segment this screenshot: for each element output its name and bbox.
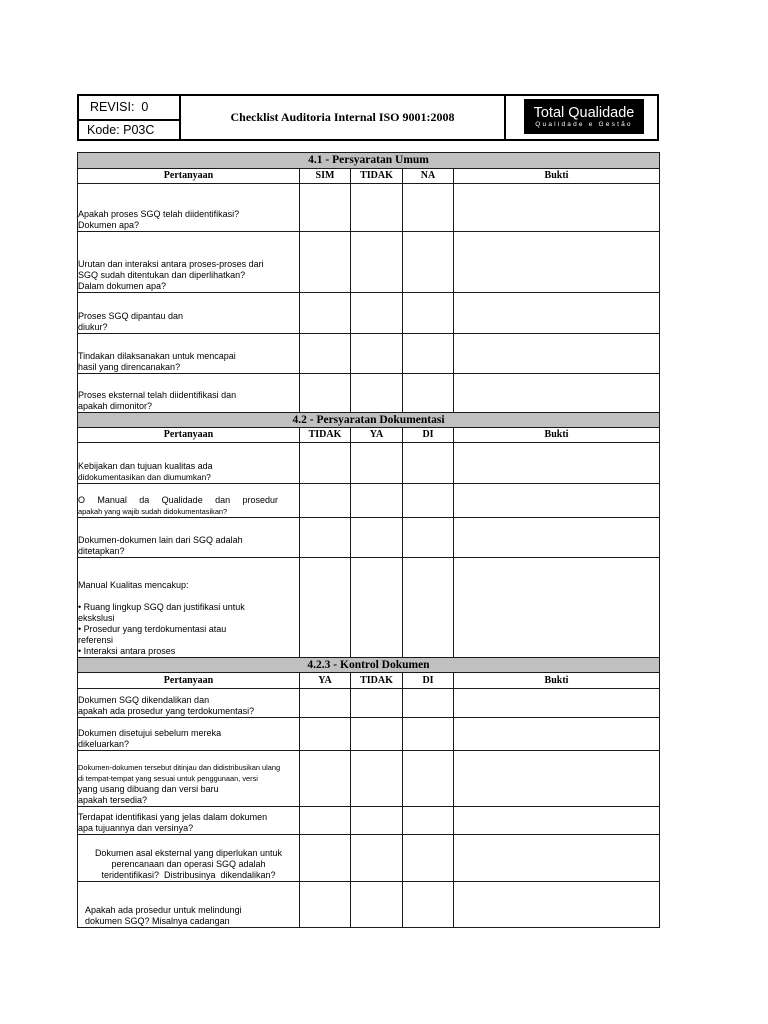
answer-cell-ya (351, 518, 403, 558)
answer-cell-tidak (351, 807, 403, 835)
section-title: 4.2.3 - Kontrol Dokumen (78, 658, 660, 673)
question-cell (78, 184, 300, 232)
question-line: perencanaan dan operasi SGQ adalah (111, 859, 266, 869)
answer-cell-ya (300, 835, 351, 882)
answer-cell-di (403, 835, 454, 882)
column-header-di: DI (403, 428, 454, 443)
evidence-cell (454, 835, 660, 882)
question-row (78, 443, 660, 484)
question-line: ekskslusi (78, 613, 115, 623)
answer-cell-ya (351, 558, 403, 658)
question-line: dokumen SGQ? Misalnya cadangan (85, 916, 230, 926)
document-title-text: Checklist Auditoria Internal ISO 9001:2008 (230, 110, 455, 124)
question-row (78, 484, 660, 518)
question-line: di tempat-tempat yang sesuai untuk penggunaan, versi (78, 774, 258, 783)
column-header-row (78, 673, 660, 689)
answer-cell-tidak (300, 484, 351, 518)
answer-cell-tidak (300, 558, 351, 658)
question-line: Dokumen-dokumen tersebut ditinjau dan didistribusikan ulang (78, 763, 281, 772)
column-header-tidak: TIDAK (351, 169, 403, 184)
question-row (78, 882, 660, 928)
answer-cell-tidak (351, 751, 403, 807)
question-line: Dokumen asal eksternal yang diperlukan untuk (94, 848, 283, 858)
question-row (78, 374, 660, 413)
answer-cell-sim (300, 232, 351, 293)
answer-cell-ya (351, 484, 403, 518)
question-line: didokumentasikan dan diumumkan? (78, 472, 211, 482)
column-header-tidak: TIDAK (300, 428, 351, 443)
question-line: Dalam dokumen apa? (78, 281, 167, 291)
evidence-cell (454, 882, 660, 928)
answer-cell-tidak (300, 443, 351, 484)
section-title: 4.2 - Persyaratan Dokumentasi (78, 413, 660, 428)
question-line: referensi (78, 635, 114, 645)
question-row (78, 518, 660, 558)
question-line: Apakah ada prosedur untuk melindungi (85, 905, 242, 915)
question-line: Dokumen SGQ dikendalikan dan (78, 695, 210, 705)
question-line: Kebijakan dan tujuan kualitas ada (78, 461, 213, 471)
evidence-cell (454, 232, 660, 293)
question-cell (78, 689, 300, 718)
bullet-line: • Interaksi antara proses (78, 646, 176, 656)
question-row (78, 718, 660, 751)
answer-cell-tidak (351, 334, 403, 374)
answer-cell-sim (300, 184, 351, 232)
question-line: Tindakan dilaksanakan untuk mencapai (78, 351, 236, 361)
evidence-cell (454, 807, 660, 835)
question-line: Manual Kualitas mencakup: (78, 580, 189, 590)
revision-label: REVISI: 0 (79, 96, 179, 121)
answer-cell-na (403, 293, 454, 334)
question-line: apakah dimonitor? (78, 401, 153, 411)
answer-cell-tidak (351, 835, 403, 882)
column-header-sim: SIM (300, 169, 351, 184)
question-line: apakah ada prosedur yang terdokumentasi? (78, 706, 255, 716)
column-header-di: DI (403, 673, 454, 689)
evidence-cell (454, 334, 660, 374)
evidence-cell (454, 484, 660, 518)
column-header-bukti: Bukti (454, 673, 660, 689)
answer-cell-tidak (351, 882, 403, 928)
question-cell (78, 835, 300, 882)
column-header-bukti: Bukti (454, 169, 660, 184)
answer-cell-tidak (351, 374, 403, 413)
question-cell (78, 334, 300, 374)
answer-cell-di (403, 882, 454, 928)
question-line: ditetapkan? (78, 546, 125, 556)
question-cell (78, 518, 300, 558)
question-line: hasil yang direncanakan? (78, 362, 181, 372)
question-row (78, 835, 660, 882)
evidence-cell (454, 689, 660, 718)
column-header-ya: YA (300, 673, 351, 689)
question-row (78, 184, 660, 232)
column-header-question: Pertanyaan (78, 673, 300, 689)
question-cell (78, 558, 300, 658)
question-line: Dokumen disetujui sebelum mereka (78, 728, 222, 738)
column-header-ya: YA (351, 428, 403, 443)
question-line: Dokumen apa? (78, 220, 140, 230)
question-line: Urutan dan interaksi antara proses-proses dari (78, 259, 264, 269)
company-logo (524, 99, 644, 134)
column-header-tidak: TIDAK (351, 673, 403, 689)
question-row (78, 689, 660, 718)
question-cell (78, 374, 300, 413)
answer-cell-na (403, 184, 454, 232)
column-header-question: Pertanyaan (78, 169, 300, 184)
evidence-cell (454, 374, 660, 413)
document-title (181, 96, 504, 139)
question-line: apa tujuannya dan versinya? (78, 823, 194, 833)
answer-cell-tidak (351, 232, 403, 293)
column-header-question: Pertanyaan (78, 428, 300, 443)
answer-cell-ya (351, 443, 403, 484)
section-header-row (78, 413, 660, 428)
question-cell (78, 232, 300, 293)
question-line: diukur? (78, 322, 108, 332)
question-cell (78, 484, 300, 518)
answer-cell-di (403, 718, 454, 751)
answer-cell-tidak (351, 689, 403, 718)
answer-cell-ya (300, 718, 351, 751)
evidence-cell (454, 443, 660, 484)
answer-cell-tidak (351, 184, 403, 232)
question-line: dikeluarkan? (78, 739, 130, 749)
evidence-cell (454, 751, 660, 807)
answer-cell-sim (300, 374, 351, 413)
answer-cell-di (403, 443, 454, 484)
question-cell (78, 293, 300, 334)
answer-cell-ya (300, 807, 351, 835)
question-line: Apakah proses SGQ telah diidentifikasi? (78, 209, 240, 219)
question-line: teridentifikasi? Distribusinya dikendalikan? (101, 870, 276, 880)
question-line: Dokumen-dokumen lain dari SGQ adalah (78, 535, 243, 545)
section-header-row (78, 658, 660, 673)
answer-cell-tidak (351, 718, 403, 751)
evidence-cell (454, 518, 660, 558)
question-line: SGQ sudah ditentukan dan diperlihatkan? (78, 270, 246, 280)
question-row (78, 558, 660, 658)
answer-cell-di (403, 518, 454, 558)
section-title: 4.1 - Persyaratan Umum (78, 153, 660, 169)
document-code: Kode: P03C (87, 123, 155, 137)
column-header-bukti: Bukti (454, 428, 660, 443)
answer-cell-di (403, 689, 454, 718)
answer-cell-sim (300, 293, 351, 334)
question-line: Terdapat identifikasi yang jelas dalam dokumen (78, 812, 268, 822)
answer-cell-ya (300, 751, 351, 807)
answer-cell-na (403, 334, 454, 374)
answer-cell-di (403, 558, 454, 658)
question-row (78, 334, 660, 374)
question-cell (78, 807, 300, 835)
logo-name: Total Qualidade (533, 105, 635, 121)
evidence-cell (454, 293, 660, 334)
question-cell (78, 751, 300, 807)
question-line: apakah yang wajib sudah didokumentasikan? (78, 507, 228, 516)
answer-cell-tidak (351, 293, 403, 334)
question-cell (78, 443, 300, 484)
question-row (78, 293, 660, 334)
answer-cell-di (403, 807, 454, 835)
evidence-cell (454, 718, 660, 751)
column-header-na: NA (403, 169, 454, 184)
answer-cell-tidak (300, 518, 351, 558)
answer-cell-na (403, 232, 454, 293)
question-cell (78, 718, 300, 751)
answer-cell-di (403, 751, 454, 807)
question-line: O Manual da Qualidade dan prosedur (78, 495, 278, 505)
question-line: yang usang dibuang dan versi baru (78, 784, 219, 794)
document-header (77, 94, 659, 141)
question-row (78, 751, 660, 807)
bullet-line: • Ruang lingkup SGQ dan justifikasi untuk (78, 602, 245, 612)
answer-cell-ya (300, 882, 351, 928)
logo-tagline: Qualidade e Gestão (535, 121, 633, 128)
document-meta (79, 96, 181, 139)
question-line: Proses eksternal telah diidentifikasi dan (78, 390, 237, 400)
logo-cell (504, 96, 657, 139)
evidence-cell (454, 184, 660, 232)
question-line: apakah tersedia? (78, 795, 148, 805)
checklist-table (77, 152, 660, 928)
question-row (78, 232, 660, 293)
answer-cell-di (403, 484, 454, 518)
question-line: Proses SGQ dipantau dan (78, 311, 184, 321)
answer-cell-na (403, 374, 454, 413)
answer-cell-sim (300, 334, 351, 374)
answer-cell-ya (300, 689, 351, 718)
evidence-cell (454, 558, 660, 658)
column-header-row (78, 428, 660, 443)
bullet-line: • Prosedur yang terdokumentasi atau (78, 624, 227, 634)
question-row (78, 807, 660, 835)
column-header-row (78, 169, 660, 184)
section-header-row (78, 153, 660, 169)
question-cell (78, 882, 300, 928)
